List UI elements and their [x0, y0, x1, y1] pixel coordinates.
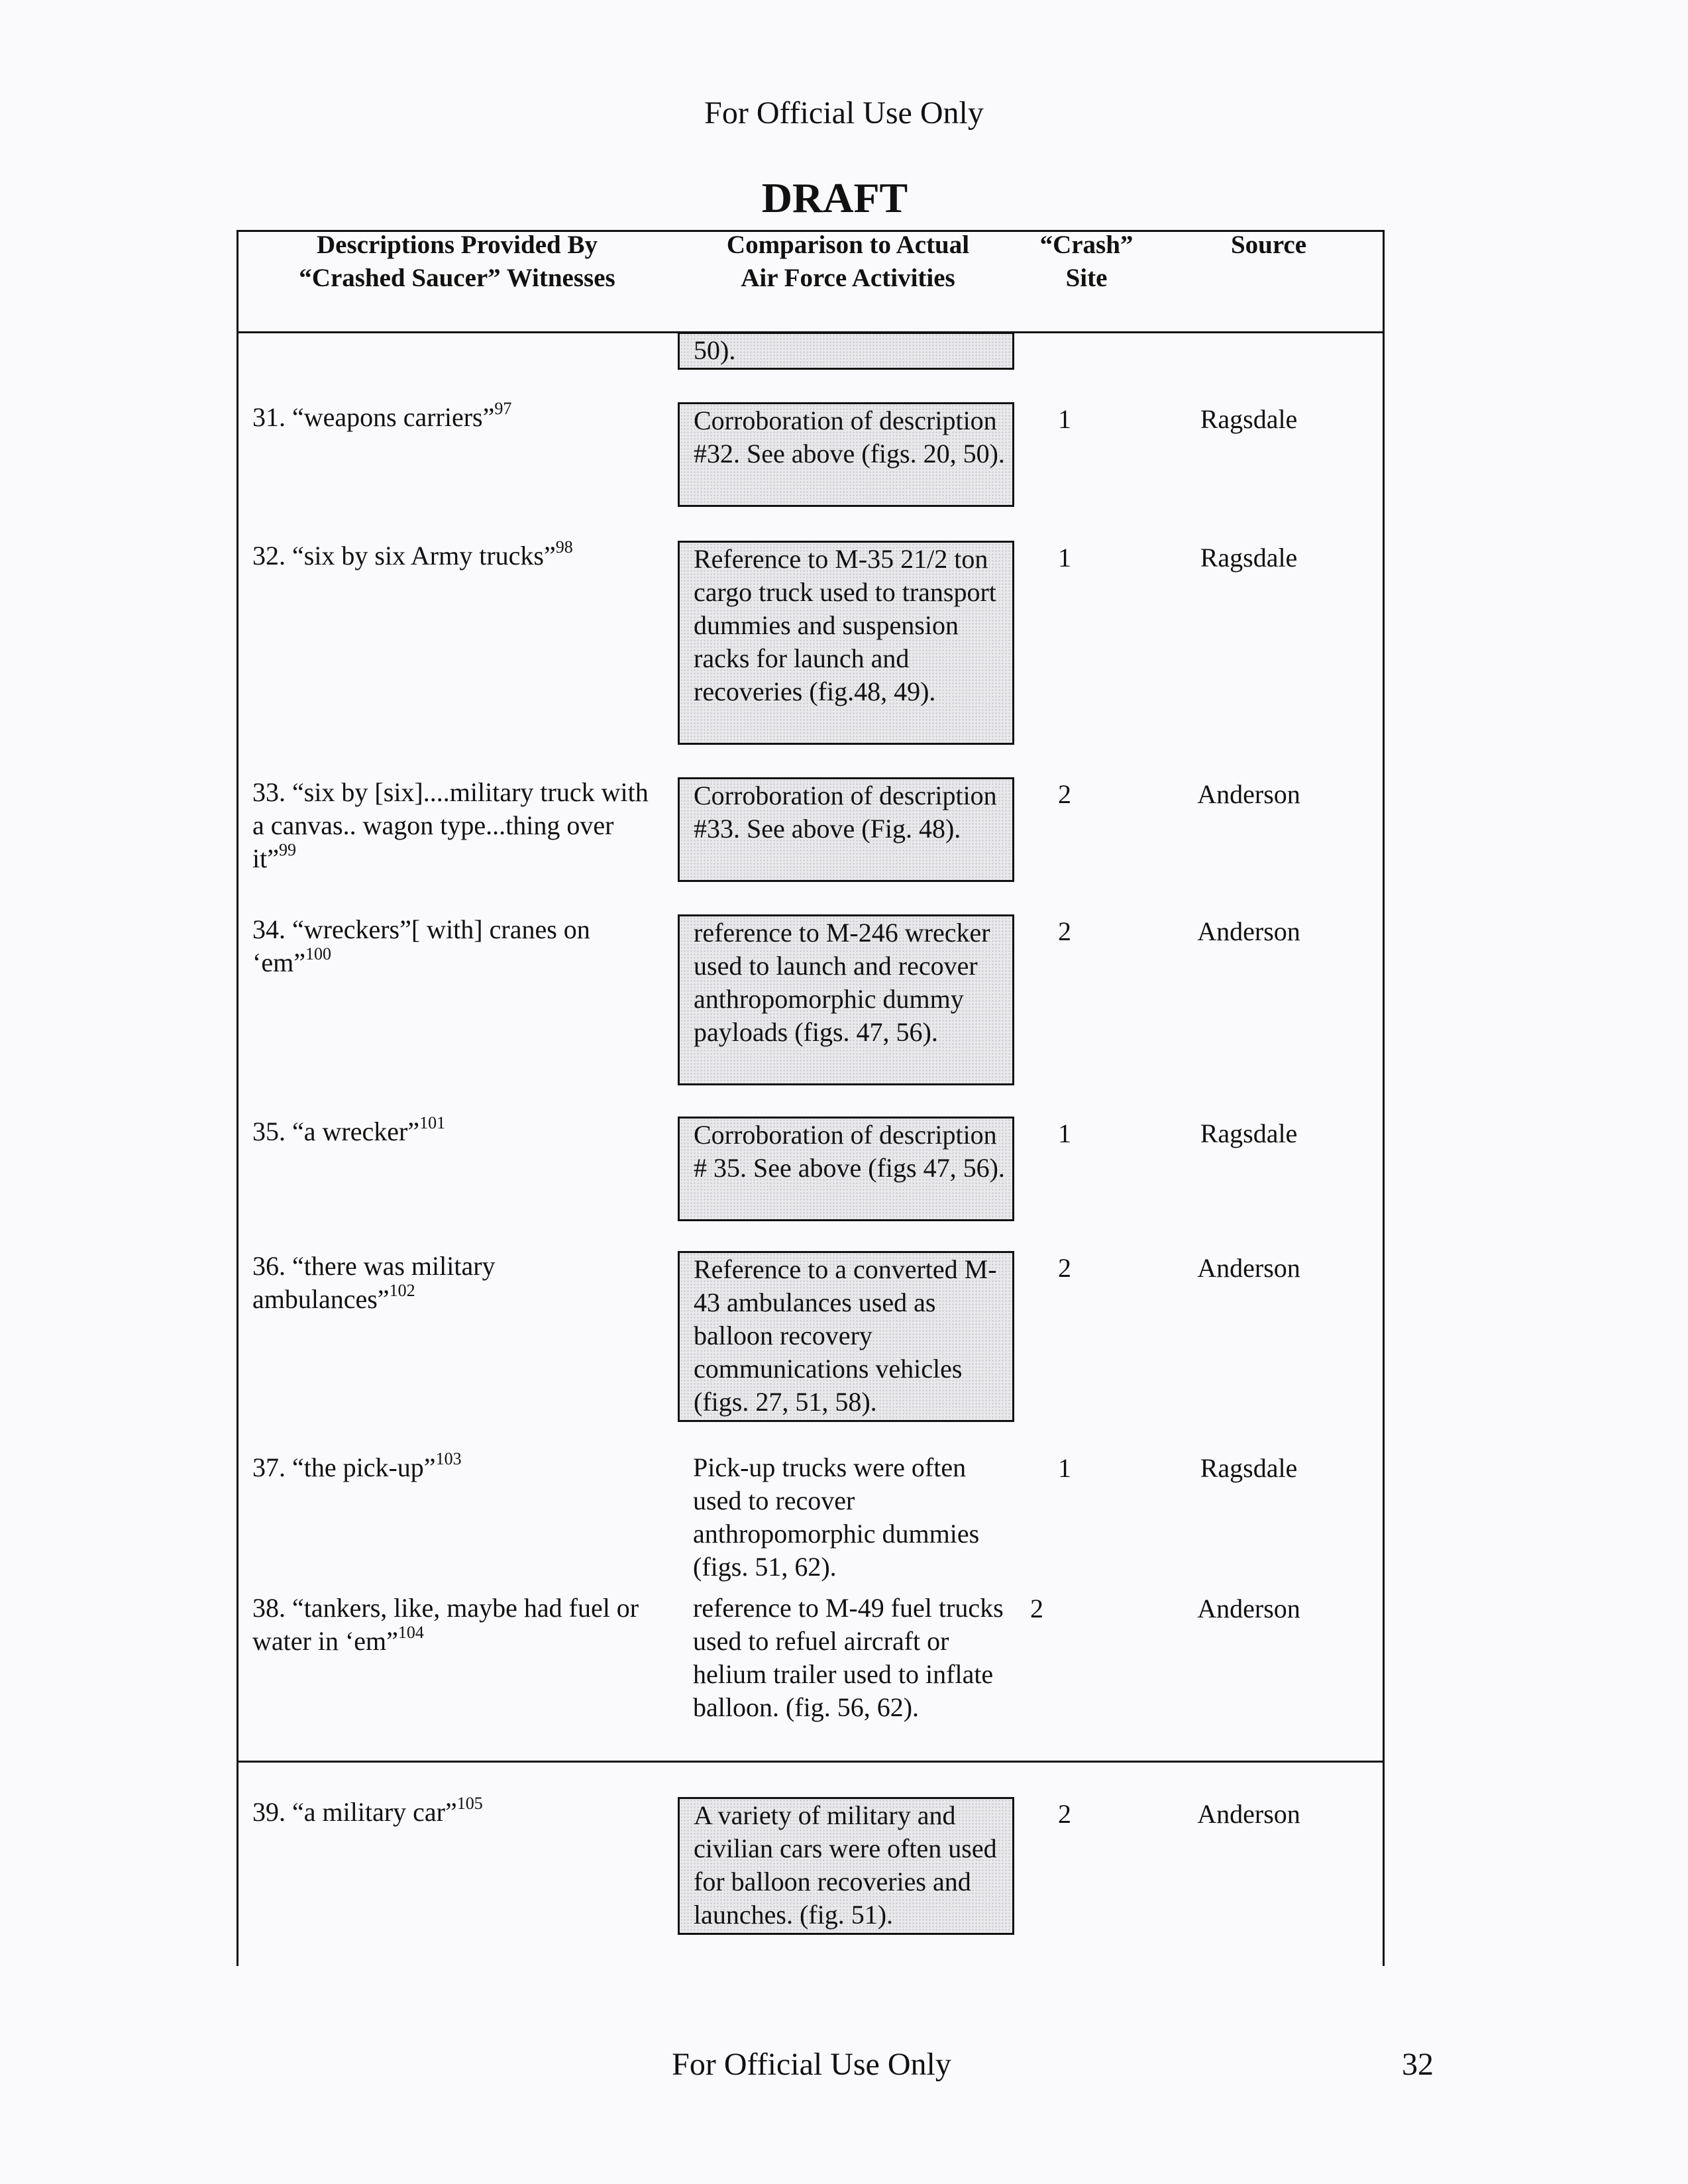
comparison-box: Corroboration of description # 35. See above (figs 47, 56).	[678, 1117, 1014, 1221]
crash-site-value: 2	[1030, 1594, 1043, 1623]
source-value: Anderson	[1197, 1253, 1300, 1283]
column-header-source: Source	[1230, 231, 1307, 259]
source-value: Ragsdale	[1200, 1453, 1298, 1483]
witness-description: 37. “the pick-up”$^{103}$	[252, 1449, 462, 1482]
header-official-use: For Official Use Only	[704, 95, 984, 131]
comparison-box: Corroboration of description #32. See above (figs. 20, 50).	[678, 402, 1014, 507]
source-value: Anderson	[1197, 1594, 1300, 1623]
witness-description: 38. “tankers, like, maybe had fuel or water in ‘em”$^{104}$	[252, 1593, 639, 1656]
witness-description: 39. “a military car”$^{105}$	[252, 1794, 483, 1827]
table-left-border	[237, 230, 238, 1966]
table-section-border	[237, 1761, 1385, 1763]
witness-description: 31. “weapons carriers”$^{97}$	[252, 399, 512, 432]
comparison-box: reference to M-246 wrecker used to launch and recover anthropomorphic dummy payloads (figs. 47, 56).	[678, 914, 1014, 1085]
witness-description: 36. “there was military ambulances”$^{102}$	[252, 1251, 496, 1314]
column-header-comparison: Comparison to Actual Air Force Activities	[726, 231, 970, 292]
source-value: Ragsdale	[1200, 404, 1298, 434]
comparison-text: Pick-up trucks were often used to recover anthropomorphic dummies (figs. 51, 62).	[693, 1452, 980, 1582]
crash-site-value: 1	[1058, 1453, 1071, 1483]
witness-description: 32. “six by six Army trucks”$^{98}$	[252, 537, 573, 571]
comparison-box: A variety of military and civilian cars were often used for balloon recoveries and launches. (fig. 51).	[678, 1797, 1014, 1935]
source-value: Anderson	[1197, 1799, 1300, 1829]
comparison-box: Reference to a converted M-43 ambulances used as balloon recovery communications vehicles (figs. 27, 51, 58).	[678, 1251, 1014, 1422]
crash-site-value: 2	[1058, 1799, 1071, 1829]
source-value: Ragsdale	[1200, 543, 1298, 573]
comparison-box: Corroboration of description #33. See above (Fig. 48).	[678, 777, 1014, 882]
source-value: Ragsdale	[1200, 1119, 1298, 1148]
witness-description: 33. “six by [six]....military truck with a canvas.. wagon type...thing over it”$^{99}$	[252, 777, 649, 873]
crash-site-value: 2	[1058, 1253, 1071, 1283]
source-value: Anderson	[1197, 916, 1300, 946]
draft-title: DRAFT	[761, 174, 908, 221]
comparison-text: reference to M-49 fuel trucks used to refuel aircraft or helium trailer used to inflate balloon. (fig. 56, 62).	[693, 1593, 1004, 1722]
crash-site-value: 1	[1058, 404, 1071, 434]
source-value: Anderson	[1197, 779, 1300, 809]
page-number: 32	[1402, 2047, 1434, 2082]
column-header-descriptions: Descriptions Provided By “Crashed Saucer” Witnesses	[299, 231, 615, 292]
crash-site-value: 1	[1058, 1119, 1071, 1148]
comparison-box: Reference to M-35 21/2 ton cargo truck used to transport dummies and suspension racks for launch and recoveries (fig.48, 49).	[678, 541, 1014, 745]
crash-site-value: 2	[1058, 779, 1071, 809]
footer-official-use: For Official Use Only	[672, 2047, 951, 2082]
crash-site-value: 1	[1058, 543, 1071, 573]
witness-description: 34. “wreckers”[ with] cranes on ‘em”$^{100}$	[252, 914, 590, 977]
crash-site-value: 2	[1058, 916, 1071, 946]
table-right-border	[1383, 230, 1385, 1966]
witness-description: 35. “a wrecker”$^{101}$	[252, 1113, 446, 1146]
column-header-site: “Crash” Site	[1039, 231, 1134, 292]
continued-comparison-box: 50).	[678, 332, 1014, 370]
